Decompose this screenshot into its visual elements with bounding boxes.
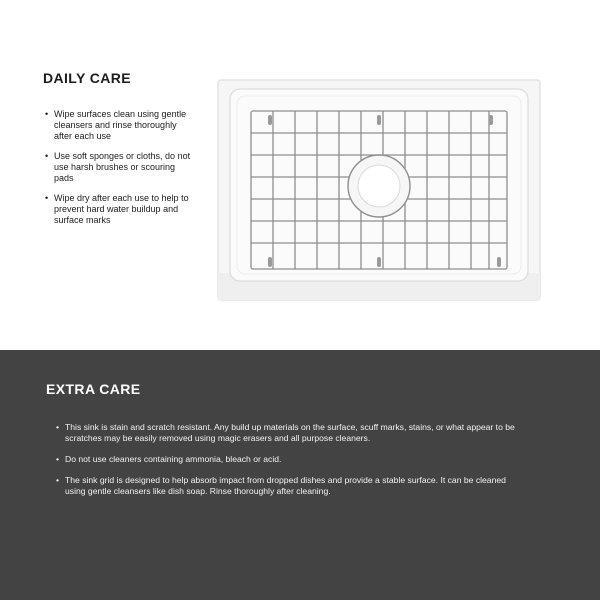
extra-care-item: • The sink grid is designed to help absorb impact from dropped dishes and provide a stable surface. It can be cleaned using gentle cleansers like dish soap. Rinse thoroughly after cleaning.	[56, 475, 516, 497]
extra-care-item: • This sink is stain and scratch resistant. Any build up materials on the surface, scuff marks, stains, or what appear to be scratches may be easily removed using magic erasers and all purpose cleaners.	[56, 422, 516, 444]
extra-care-list	[56, 422, 516, 507]
extra-care-section	[0, 350, 600, 600]
drain-hole	[358, 165, 400, 207]
daily-care-heading: DAILY CARE	[43, 70, 132, 86]
extra-care-heading: EXTRA CARE	[46, 381, 141, 397]
daily-care-list	[45, 109, 195, 235]
daily-care-item: • Wipe dry after each use to help to prevent hard water buildup and surface marks	[45, 193, 195, 226]
sink-with-grid-image	[217, 79, 541, 301]
extra-care-item: • Do not use cleaners containing ammonia, bleach or acid.	[56, 454, 516, 465]
daily-care-item: • Use soft sponges or cloths, do not use harsh brushes or scouring pads	[45, 151, 195, 184]
daily-care-item: • Wipe surfaces clean using gentle cleansers and rinse thoroughly after each use	[45, 109, 195, 142]
